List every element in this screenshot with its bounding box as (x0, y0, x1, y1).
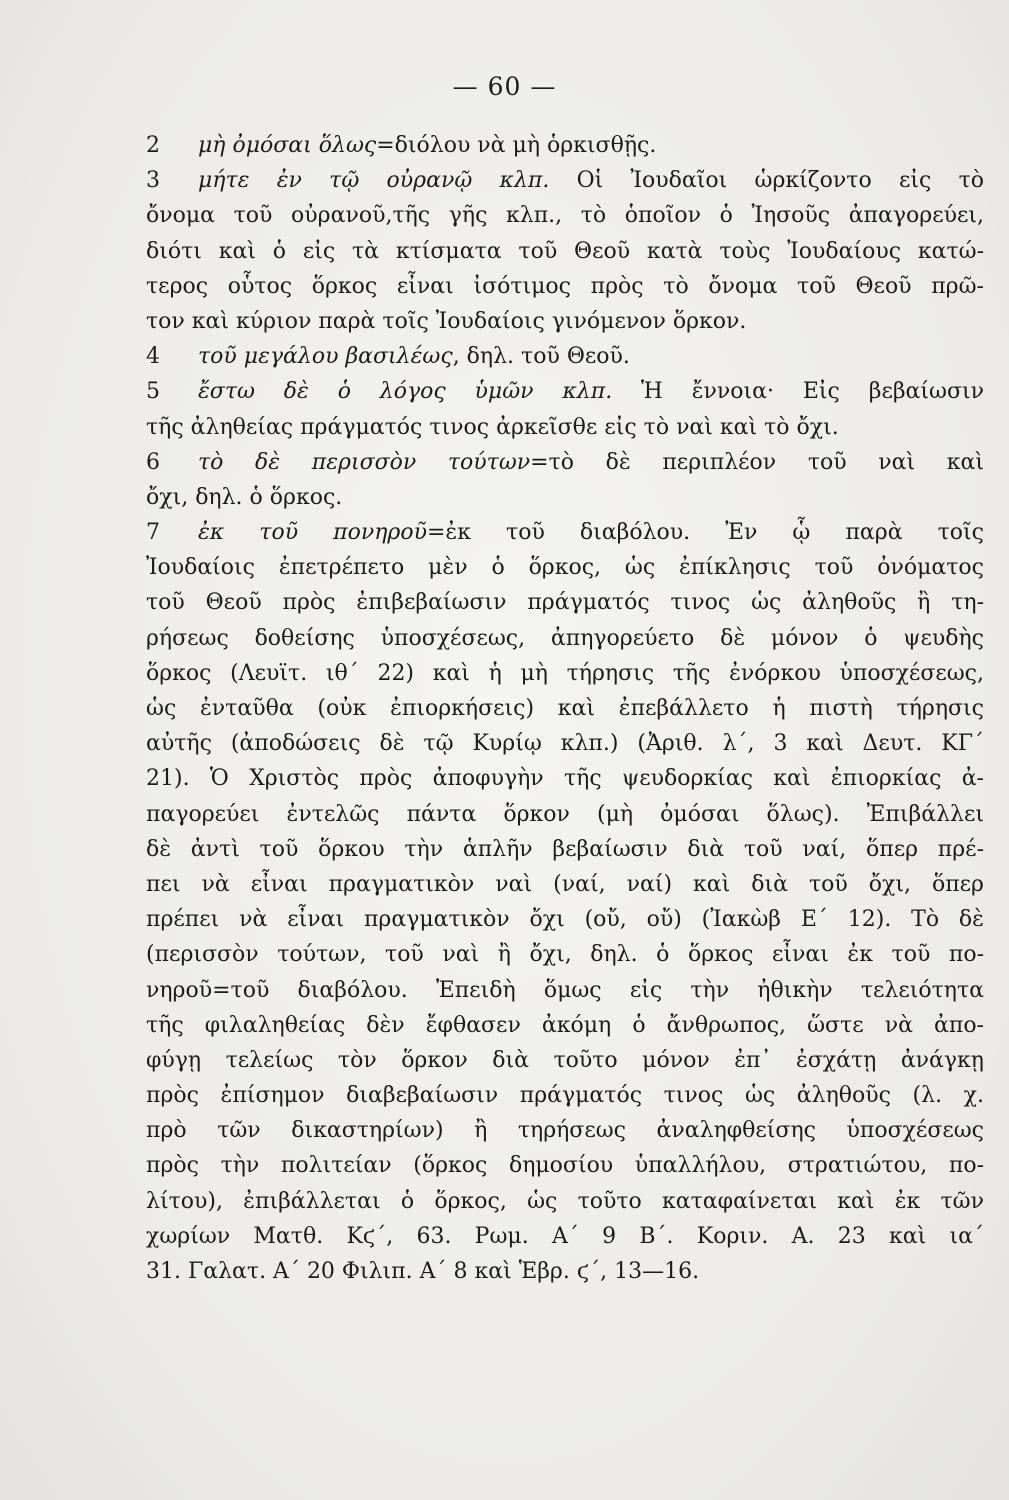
line-text: λίτου), ἐπιβάλλεται ὁ ὅρκος, ὡς τοῦτο καταφαίνεται καὶ ἐκ τῶν (146, 1188, 984, 1214)
text-line (146, 550, 984, 585)
text-line (146, 374, 984, 409)
line-text: παγορεύει ἐντελῶς πάντα ὅρκον (μὴ ὀμόσαι ὅλως). Ἐπιβάλλει (146, 801, 984, 827)
text-line (146, 515, 984, 550)
note-number: 3 (146, 168, 160, 194)
text-line (146, 480, 984, 515)
text-line (146, 761, 984, 796)
text-line (146, 1008, 984, 1043)
text-line (146, 902, 984, 937)
lemma: μὴ ὀμόσαι ὅλως (198, 133, 377, 158)
text-line (146, 937, 984, 972)
line-text: τον καὶ κύριον παρὰ τοῖς Ἰουδαίοις γινόμενον ὅρκον. (146, 308, 747, 334)
commentary-text (146, 128, 984, 1289)
text-line (146, 621, 984, 656)
text-line (146, 128, 984, 163)
line-text: πρέπει νὰ εἶναι πραγματικὸν ὄχι (οὔ, οὔ) (Ἰακὼβ Ε΄ 12). Τὸ δὲ (146, 907, 984, 933)
line-text: αὐτῆς (ἀποδώσεις δὲ τῷ Κυρίῳ κλπ.) (Ἀριθ. λ΄, 3 καὶ Δευτ. ΚΓ΄ (146, 731, 984, 757)
text-line (146, 1219, 984, 1254)
line-text: 21). Ὁ Χριστὸς πρὸς ἀποφυγὴν τῆς ψευδορκίας καὶ ἐπιορκίας ἀ- (146, 766, 984, 792)
text-line (146, 691, 984, 726)
line-text: φύγῃ τελείως τὸν ὅρκον διὰ τοῦτο μόνον ἐπ᾿ ἐσχάτῃ ἀνάγκῃ (146, 1047, 984, 1073)
line-text: ὅρκος (Λευϊτ. ιθ΄ 22) καὶ ἡ μὴ τήρησις τῆς ἐνόρκου ὑποσχέσεως, (146, 660, 984, 686)
note-number: 2 (146, 133, 160, 158)
text-line (146, 163, 984, 198)
text-line (146, 1254, 984, 1289)
text-line (146, 304, 984, 339)
text-line (146, 339, 984, 374)
line-text: Ἡ ἔννοια· Εἰς βεβαίωσιν (612, 379, 984, 405)
text-line (146, 445, 984, 480)
text-line (146, 797, 984, 832)
line-text: =τὸ δὲ περιπλέον τοῦ ναὶ καὶ (530, 449, 984, 475)
line-text: πρὸ τῶν δικαστηρίων) ἢ τηρήσεως ἀναληφθείσης ὑποσχέσεως (146, 1118, 984, 1144)
page-number: — 60 — (452, 72, 557, 101)
text-line (146, 585, 984, 620)
line-text: τῆς φιλαληθείας δὲν ἔφθασεν ἀκόμη ὁ ἄνθρωπος, ὥστε νὰ ἀπο- (146, 1012, 984, 1038)
line-text: 31. Γαλατ. Α΄ 20 Φιλιπ. Α΄ 8 καὶ Ἑβρ. ϛ΄, 13—16. (146, 1259, 700, 1284)
note-number: 6 (146, 449, 160, 475)
line-text: νηροῦ=τοῦ διαβόλου. Ἐπειδὴ ὅμως εἰς τὴν ἠθικὴν τελειότητα (146, 977, 984, 1003)
text-line (146, 1078, 984, 1113)
text-line (146, 410, 984, 445)
lemma: ἔστω δὲ ὁ λόγος ὑμῶν κλπ. (198, 379, 613, 405)
line-text: πρὸς ἐπίσημον διαβεβαίωσιν πράγματός τινος ὡς ἀληθοῦς (λ. χ. (146, 1083, 984, 1109)
text-line (146, 234, 984, 269)
line-text: δὲ ἀντὶ τοῦ ὅρκου τὴν ἁπλῆν βεβαίωσιν διὰ τοῦ ναί, ὅπερ πρέ- (146, 836, 984, 862)
note-number: 4 (146, 344, 160, 370)
text-line (146, 198, 984, 233)
text-line (146, 656, 984, 691)
line-text: =ἐκ τοῦ διαβόλου. Ἐν ᾧ παρὰ τοῖς (426, 520, 984, 546)
text-line (146, 726, 984, 761)
lemma: μήτε ἐν τῷ οὐρανῷ κλπ. (198, 168, 550, 194)
line-text: ρήσεως δοθείσης ὑποσχέσεως, ἀπηγορεύετο δὲ μόνον ὁ ψευδὴς (146, 625, 984, 651)
line-text: Ἰουδαίοις ἐπετρέπετο μὲν ὁ ὅρκος, ὡς ἐπίκλησις τοῦ ὀνόματος (146, 555, 984, 581)
line-text: =διόλου νὰ μὴ ὁρκισθῇς. (376, 133, 657, 158)
line-text: τῆς ἀληθείας πράγματός τινος ἀρκεῖσθε εἰς τὸ ναὶ καὶ τὸ ὄχι. (146, 414, 839, 440)
line-text: ὄνομα τοῦ οὐρανοῦ,τῆς γῆς κλπ., τὸ ὁποῖον ὁ Ἰησοῦς ἀπαγορεύει, (146, 203, 984, 229)
line-text: χωρίων Ματθ. Κϛ΄, 63. Ρωμ. Α΄ 9 Β΄. Κοριν. Α. 23 καὶ ια΄ (146, 1223, 984, 1249)
text-line (146, 1184, 984, 1219)
line-text: πει νὰ εἶναι πραγματικὸν ναὶ (ναί, ναί) καὶ διὰ τοῦ ὄχι, ὅπερ (146, 871, 984, 897)
text-line (146, 1113, 984, 1148)
line-text: (περισσὸν τούτων, τοῦ ναὶ ἢ ὄχι, δηλ. ὁ ὅρκος εἶναι ἐκ τοῦ πο- (146, 942, 984, 968)
line-text: τερος οὗτος ὅρκος εἶναι ἰσότιμος πρὸς τὸ ὄνομα τοῦ Θεοῦ πρῶ- (146, 273, 984, 299)
text-line (146, 867, 984, 902)
note-number: 5 (146, 379, 160, 405)
line-text: , δηλ. τοῦ Θεοῦ. (452, 344, 630, 370)
lemma: ἐκ τοῦ πονηροῦ (198, 520, 427, 546)
line-text: πρὸς τὴν πολιτείαν (ὅρκος δημοσίου ὑπαλλήλου, στρατιώτου, πο- (146, 1153, 984, 1179)
note-number: 7 (146, 520, 160, 546)
text-line (146, 1043, 984, 1078)
text-line (146, 973, 984, 1008)
lemma: τὸ δὲ περισσὸν τούτων (198, 449, 531, 475)
line-text: ὡς ἐνταῦθα (οὐκ ἐπιορκήσεις) καὶ ἐπεβάλλετο ἡ πιστὴ τήρησις (146, 696, 984, 721)
line-text: Οἱ Ἰουδαῖοι ὡρκίζοντο εἰς τὸ (549, 168, 984, 194)
text-line (146, 1148, 984, 1183)
lemma: τοῦ μεγάλου βασιλέως (198, 344, 453, 370)
text-line (146, 832, 984, 867)
line-text: τοῦ Θεοῦ πρὸς ἐπιβεβαίωσιν πράγματός τινος ὡς ἀληθοῦς ἢ τη- (146, 590, 984, 616)
line-text: διότι καὶ ὁ εἰς τὰ κτίσματα τοῦ Θεοῦ κατὰ τοὺς Ἰουδαίους κατώ- (146, 238, 984, 264)
line-text: ὄχι, δηλ. ὁ ὅρκος. (146, 484, 343, 510)
text-line (146, 269, 984, 304)
